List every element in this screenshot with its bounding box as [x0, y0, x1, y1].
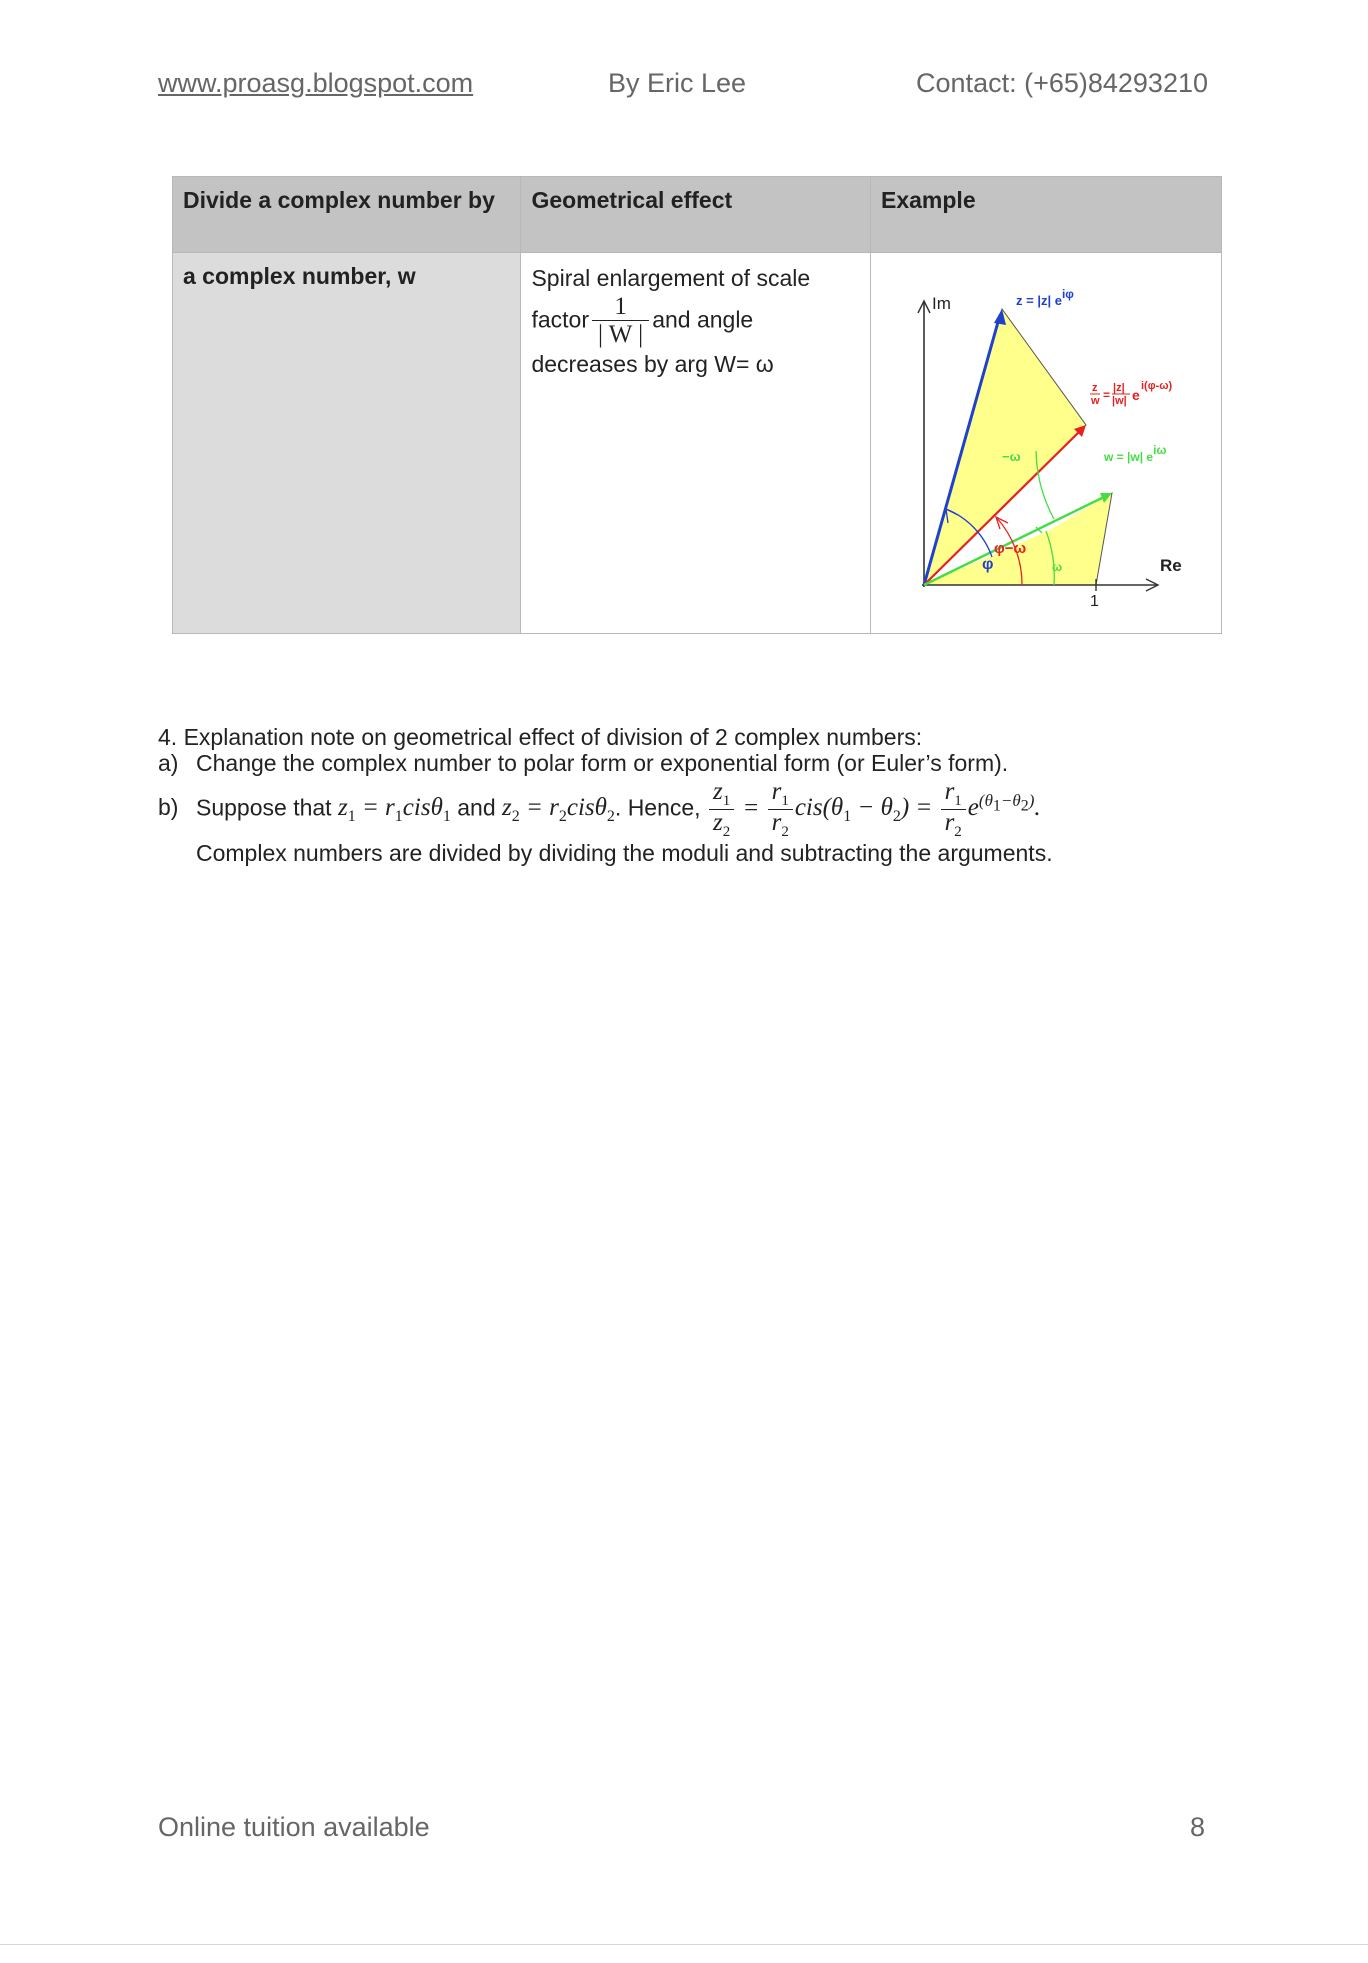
omega-label: ω	[1052, 560, 1063, 574]
effect-line-1: Spiral enlargement of scale	[531, 265, 811, 291]
header-contact: Contact: (+65)84293210	[916, 68, 1208, 98]
z-quotient: $\frac{z_1}{z_2}$	[709, 779, 734, 840]
scale-fraction-denominator: | W |	[592, 320, 649, 349]
notes-item-a	[158, 750, 1218, 776]
footer-tuition: Online tuition available	[158, 1812, 430, 1842]
minus-omega-label: −ω	[1002, 449, 1021, 464]
notes-item-b	[158, 779, 1218, 840]
z2-definition: $z_2 = r_2cis\theta_2$	[502, 794, 615, 826]
re-label: Re	[1160, 556, 1182, 575]
item-b-suppose: Suppose that	[196, 794, 332, 821]
item-a-label: a)	[158, 750, 179, 777]
cell-effect	[521, 253, 871, 634]
quotient-e: e	[1132, 387, 1140, 403]
item-a-text: Change the complex number to polar form or exponential form (or Euler’s form).	[196, 750, 1009, 777]
table-row	[173, 253, 1222, 634]
quotient-mod-num: |z|	[1113, 382, 1125, 394]
z-label: z = |z| eiφ	[1016, 287, 1074, 308]
effect-and-angle: and angle	[652, 306, 754, 333]
page-number: 8	[1190, 1812, 1206, 1842]
quotient-mod-den: |w|	[1112, 395, 1127, 407]
explanation-notes	[158, 724, 1218, 866]
r-quotient: $\frac{r_1}{r_2}$	[768, 779, 793, 840]
scale-fraction	[592, 294, 649, 349]
unit-label: 1	[1090, 593, 1099, 610]
w-label: w = |w| eiω	[1104, 443, 1167, 464]
item-b-hence: . Hence,	[614, 794, 701, 821]
exponential-form: $e^{(\theta_1-\theta_2)}$.	[967, 791, 1041, 822]
bottom-divider	[0, 1944, 1368, 1945]
argand-diagram	[876, 261, 1216, 621]
r-quotient-exp: $\frac{r_1}{r_2}$	[941, 779, 966, 840]
header-geometrical-effect: Geometrical effect	[521, 177, 871, 253]
cell-divisor: a complex number, w	[173, 253, 521, 634]
cell-example	[871, 253, 1222, 634]
phi-minus-omega-label: φ−ω	[994, 540, 1027, 557]
header-site-link[interactable]: www.proasg.blogspot.com	[158, 68, 474, 98]
quotient-exponent: i(φ-ω)	[1141, 380, 1173, 392]
header-author: By Eric Lee	[608, 68, 747, 98]
page-header	[158, 68, 1208, 102]
effect-factor-word: factor	[531, 306, 589, 333]
notes-conclusion: Complex numbers are divided by dividing the moduli and subtracting the arguments.	[196, 839, 1053, 866]
scale-fraction-numerator: 1	[614, 293, 627, 321]
division-effects-table	[172, 176, 1222, 634]
quotient-equals: =	[1103, 388, 1111, 402]
notes-heading: 4. Explanation note on geometrical effect of division of 2 complex numbers:	[158, 724, 923, 750]
effect-line-2	[531, 294, 860, 349]
z1-definition: $z_1 = r_1cis\theta_1$	[337, 794, 451, 826]
im-label: Im	[932, 294, 951, 313]
quotient-w-label: w	[1091, 395, 1100, 407]
cis-difference: $cis(\theta_1 - \theta_2)$ =	[794, 794, 939, 826]
quotient-z-label: z	[1092, 382, 1098, 394]
equals-sign: =	[736, 794, 766, 822]
phi-label: φ	[982, 556, 994, 573]
header-example: Example	[871, 177, 1222, 253]
effect-line-3: decreases by arg W= ω	[531, 350, 774, 377]
item-b-label: b)	[158, 794, 179, 821]
table-header-row	[173, 177, 1222, 253]
header-divide-by: Divide a complex number by	[173, 177, 521, 253]
item-b-and: and	[457, 794, 496, 821]
